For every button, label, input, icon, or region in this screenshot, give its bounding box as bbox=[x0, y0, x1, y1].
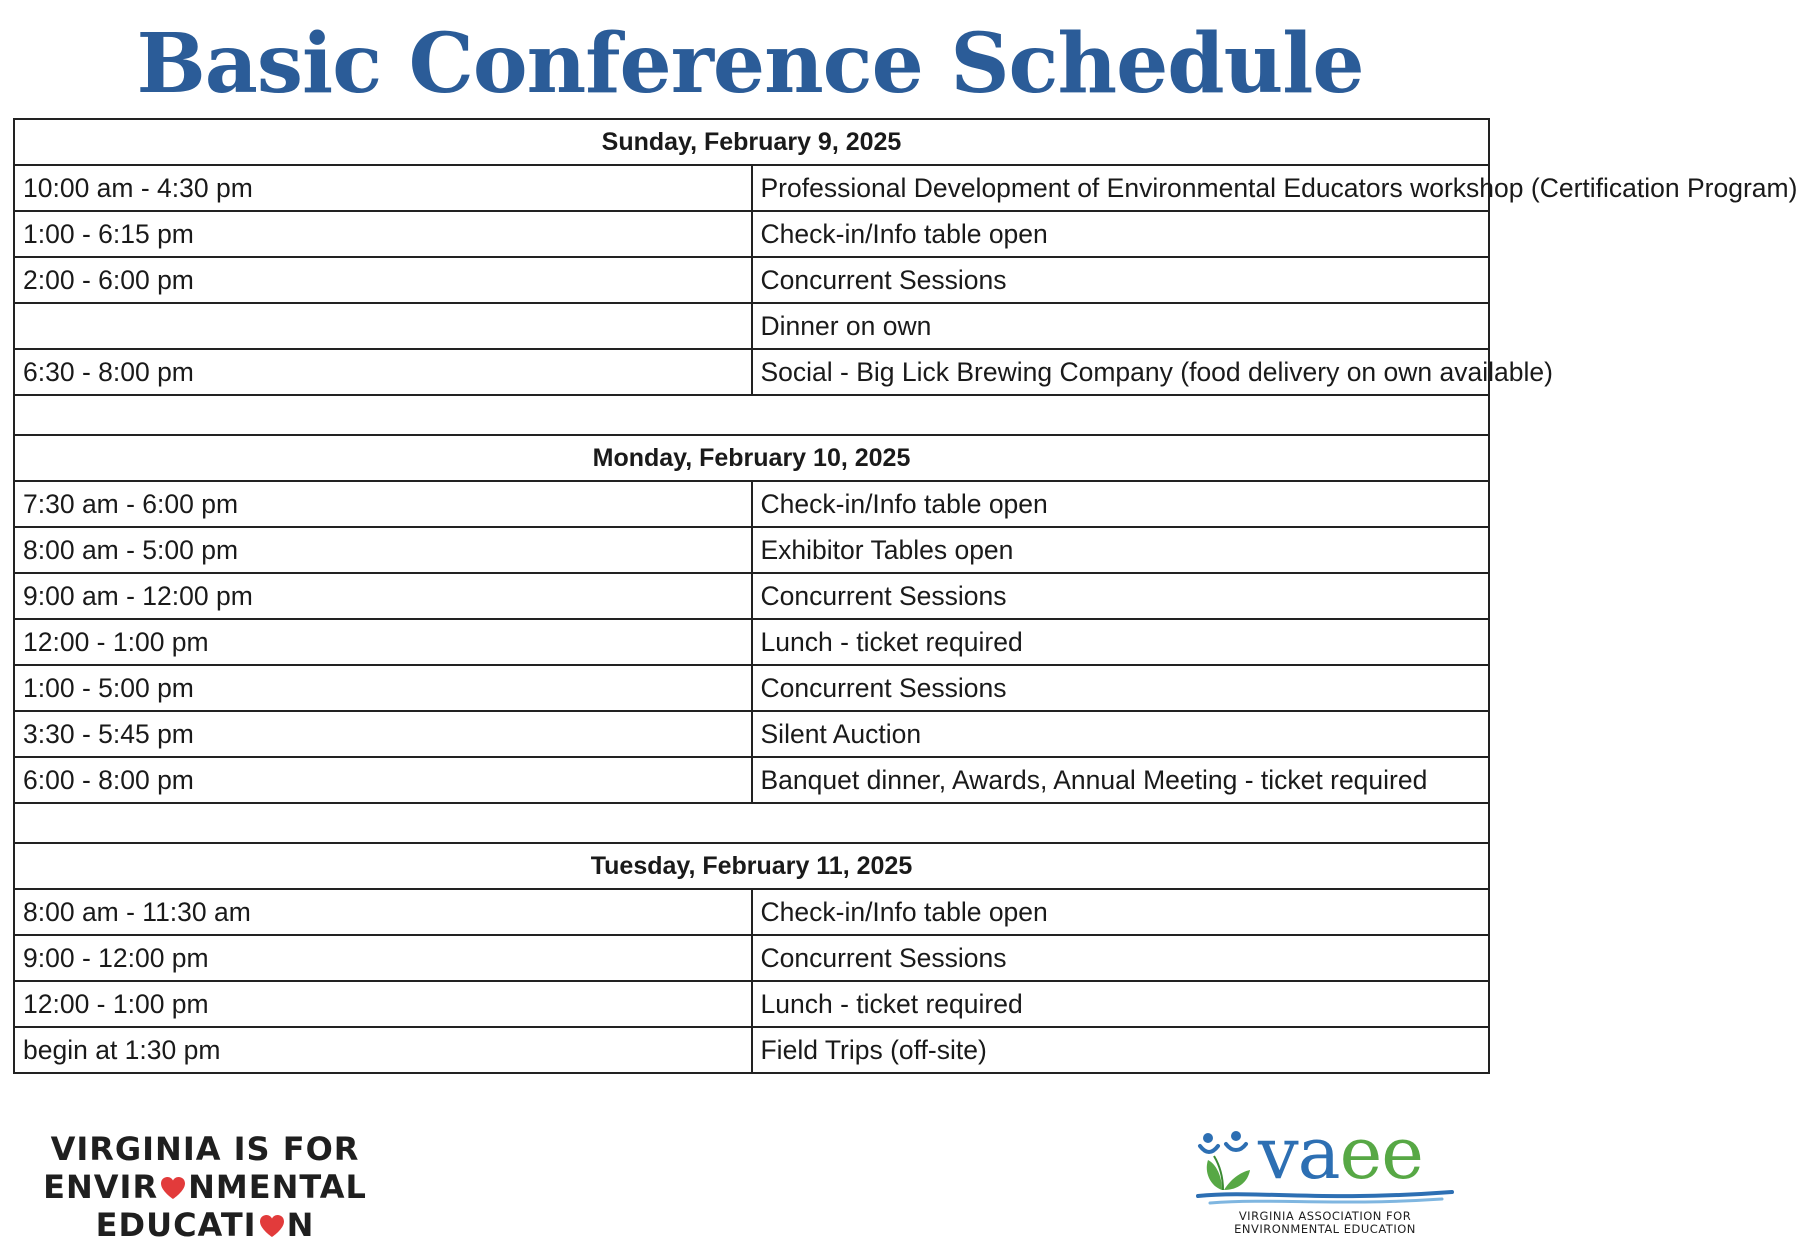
logo-text: NMENTAL bbox=[188, 1168, 367, 1206]
time-cell: 7:30 am - 6:00 pm bbox=[14, 481, 752, 527]
time-cell: 3:30 - 5:45 pm bbox=[14, 711, 752, 757]
day-heading: Sunday, February 9, 2025 bbox=[14, 119, 1489, 165]
day-header-row bbox=[14, 435, 1489, 481]
time-cell: 2:00 - 6:00 pm bbox=[14, 257, 752, 303]
table-row bbox=[14, 889, 1489, 935]
event-cell: Lunch - ticket required bbox=[752, 981, 1490, 1027]
vaee-logo bbox=[1196, 1111, 1456, 1246]
virginia-is-for-environmental-education-logo bbox=[40, 1130, 370, 1244]
table-row bbox=[14, 211, 1489, 257]
table-row bbox=[14, 303, 1489, 349]
event-cell: Concurrent Sessions bbox=[752, 665, 1490, 711]
event-cell: Professional Development of Environmental Educators workshop (Certification Program) bbox=[752, 165, 1490, 211]
time-cell: 12:00 - 1:00 pm bbox=[14, 619, 752, 665]
vaee-tagline bbox=[1196, 1210, 1454, 1236]
event-cell: Concurrent Sessions bbox=[752, 935, 1490, 981]
time-cell: 10:00 am - 4:30 pm bbox=[14, 165, 752, 211]
time-cell: begin at 1:30 pm bbox=[14, 1027, 752, 1073]
time-cell: 9:00 - 12:00 pm bbox=[14, 935, 752, 981]
logo-text: N bbox=[286, 1206, 315, 1244]
vaee-text-ee: ee bbox=[1339, 1111, 1423, 1195]
time-cell: 9:00 am - 12:00 pm bbox=[14, 573, 752, 619]
table-row bbox=[14, 757, 1489, 803]
logo-text: EDUCATI bbox=[95, 1206, 257, 1244]
logo-text: ENVIR bbox=[43, 1168, 159, 1206]
vaee-tagline-line: VIRGINIA ASSOCIATION FOR bbox=[1238, 1209, 1412, 1223]
table-row bbox=[14, 665, 1489, 711]
event-cell: Check-in/Info table open bbox=[752, 211, 1490, 257]
table-row bbox=[14, 257, 1489, 303]
table-row bbox=[14, 935, 1489, 981]
day-heading: Tuesday, February 11, 2025 bbox=[14, 843, 1489, 889]
event-cell: Field Trips (off-site) bbox=[752, 1027, 1490, 1073]
heart-icon bbox=[258, 1213, 286, 1239]
time-cell: 6:00 - 8:00 pm bbox=[14, 757, 752, 803]
table-row bbox=[14, 619, 1489, 665]
event-cell: Banquet dinner, Awards, Annual Meeting - ticket required bbox=[752, 757, 1490, 803]
time-cell: 8:00 am - 11:30 am bbox=[14, 889, 752, 935]
table-row bbox=[14, 981, 1489, 1027]
vaee-text-va: va bbox=[1258, 1111, 1340, 1195]
logo-line: VIRGINIA IS FOR bbox=[50, 1130, 360, 1168]
event-cell: Dinner on own bbox=[752, 303, 1490, 349]
time-cell: 12:00 - 1:00 pm bbox=[14, 981, 752, 1027]
water-wave-icon bbox=[1196, 1188, 1454, 1208]
table-row bbox=[14, 349, 1489, 395]
spacer-row bbox=[14, 803, 1489, 843]
event-cell: Concurrent Sessions bbox=[752, 257, 1490, 303]
event-cell: Social - Big Lick Brewing Company (food delivery on own available) bbox=[752, 349, 1490, 395]
table-row bbox=[14, 573, 1489, 619]
schedule-table bbox=[13, 118, 1797, 1074]
time-cell: 6:30 - 8:00 pm bbox=[14, 349, 752, 395]
table-row bbox=[14, 1027, 1489, 1073]
event-cell: Check-in/Info table open bbox=[752, 481, 1490, 527]
logo-line bbox=[40, 1168, 370, 1206]
day-header-row bbox=[14, 843, 1489, 889]
heart-icon bbox=[159, 1175, 187, 1201]
heart-shape bbox=[260, 1215, 284, 1237]
logo-line bbox=[40, 1206, 370, 1244]
time-cell bbox=[14, 303, 752, 349]
event-cell: Concurrent Sessions bbox=[752, 573, 1490, 619]
table-row bbox=[14, 481, 1489, 527]
table-row bbox=[14, 527, 1489, 573]
time-cell: 8:00 am - 5:00 pm bbox=[14, 527, 752, 573]
event-cell: Silent Auction bbox=[752, 711, 1490, 757]
event-cell: Lunch - ticket required bbox=[752, 619, 1490, 665]
table-row bbox=[14, 165, 1489, 211]
vaee-wordmark bbox=[1258, 1108, 1423, 1198]
heart-shape bbox=[161, 1177, 185, 1199]
time-cell: 1:00 - 6:15 pm bbox=[14, 211, 752, 257]
day-heading: Monday, February 10, 2025 bbox=[14, 435, 1489, 481]
spacer-row bbox=[14, 395, 1489, 435]
time-cell: 1:00 - 5:00 pm bbox=[14, 665, 752, 711]
page-title: Basic Conference Schedule bbox=[136, 16, 1364, 112]
event-cell: Exhibitor Tables open bbox=[752, 527, 1490, 573]
table-row bbox=[14, 711, 1489, 757]
vaee-tagline-line: ENVIRONMENTAL EDUCATION bbox=[1234, 1222, 1416, 1236]
event-cell: Check-in/Info table open bbox=[752, 889, 1490, 935]
day-header-row bbox=[14, 119, 1489, 165]
